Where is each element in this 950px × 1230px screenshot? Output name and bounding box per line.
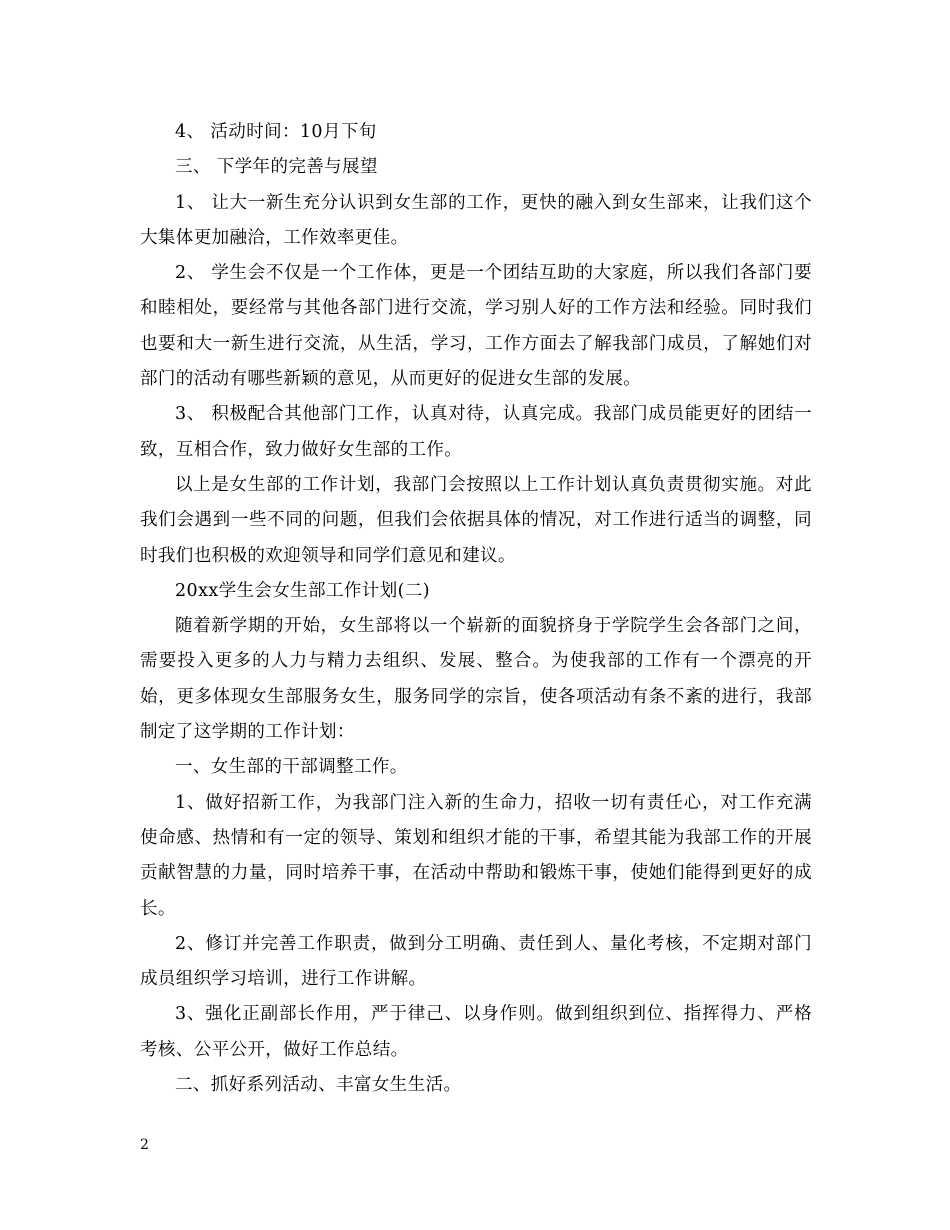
paragraph-cadre-3: 3、强化正副部长作用，严于律己、以身作则。做到组织到位、指挥得力、严格考核、公平公开，做好工作总结。 — [140, 1004, 812, 1060]
paragraph-cadre-1: 1、做好招新工作，为我部门注入新的生命力，招收一切有责任心，对工作充满使命感、热情和有一定的领导、策划和组织才能的干事，希望其能为我部工作的开展贡献智慧的力量，同时培养干事，在活动中帮助和锻炼干事，使她们能得到更好的成长。 — [140, 792, 812, 919]
paragraph-activity-time: 4、 活动时间：10月下旬 — [175, 122, 377, 142]
heading-activities: 二、抓好系列活动、丰富女生生活。 — [175, 1075, 462, 1096]
heading-cadre-adjustment: 一、女生部的干部调整工作。 — [175, 757, 408, 778]
paragraph-summary: 以上是女生部的工作计划，我部门会按照以上工作计划认真负责贯彻实施。对此我们会遇到一些不同的问题，但我们会依据具体的情况，对工作进行适当的调整，同时我们也积极的欢迎领导和同学们意见和建议。 — [140, 474, 812, 566]
page-number: 2 — [140, 1137, 149, 1153]
paragraph-cadre-2: 2、修订并完善工作职责，做到分工明确、责任到人、量化考核，不定期对部门成员组织学习培训，进行工作讲解。 — [140, 933, 812, 990]
paragraph-outlook-2: 2、 学生会不仅是一个工作体，更是一个团结互助的大家庭，所以我们各部门要和睦相处，要经常与其他各部门进行交流，学习别人好的工作方法和经验。同时我们也要和大一新生进行交流，从生活，学习，工作方面去了解我部门成员，了解她们对部门的活动有哪些新颖的意见，从而更好的促进女生部的发展。 — [140, 263, 812, 390]
heading-plan-two: 20xx学生会女生部工作计划(二) — [175, 580, 430, 601]
paragraph-outlook-3: 3、 积极配合其他部门工作，认真对待，认真完成。我部门成员能更好的团结一致，互相合作，致力做好女生部的工作。 — [140, 404, 812, 460]
heading-next-year-outlook: 三、 下学年的完善与展望 — [175, 157, 378, 178]
document-body — [140, 115, 812, 1103]
paragraph-outlook-1: 1、 让大一新生充分认识到女生部的工作，更快的融入到女生部来，让我们这个大集体更加融洽，工作效率更佳。 — [140, 192, 812, 248]
paragraph-intro: 随着新学期的开始，女生部将以一个崭新的面貌挤身于学院学生会各部门之间，需要投入更多的人力与精力去组织、发展、整合。为使我部的工作有一个漂亮的开始，更多体现女生部服务女生，服务同学的宗旨，使各项活动有条不紊的进行，我部制定了这学期的工作计划： — [140, 616, 812, 743]
